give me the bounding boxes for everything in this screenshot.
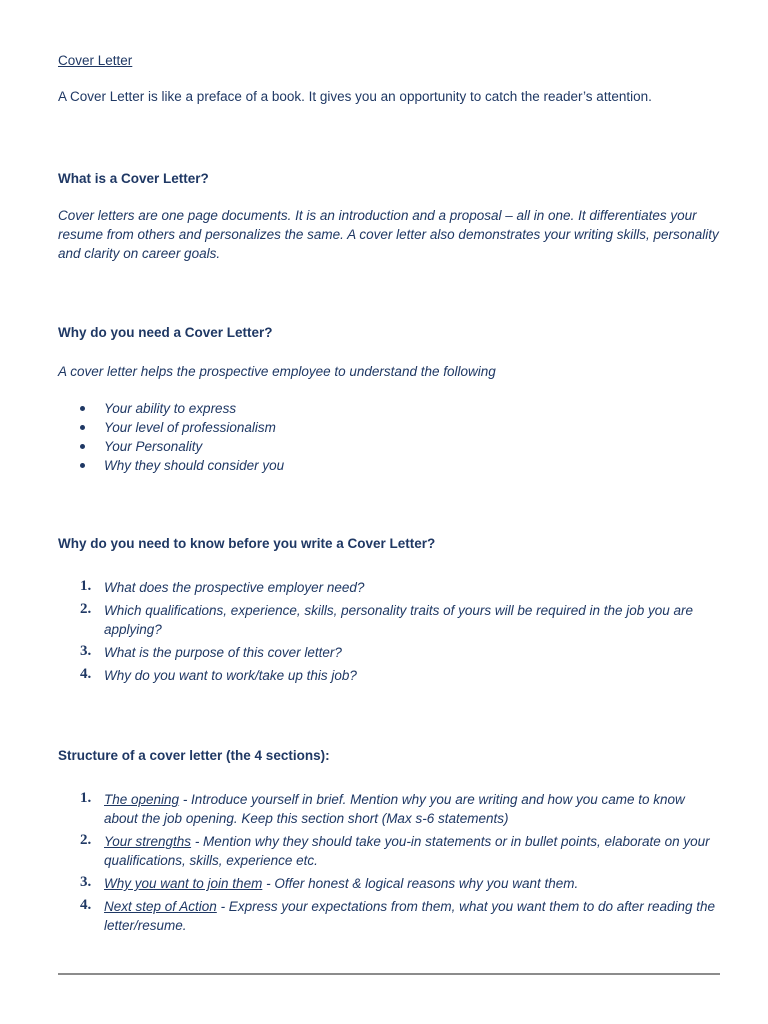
structure-list bbox=[58, 790, 722, 939]
know-before-list bbox=[58, 578, 722, 689]
bullet-icon bbox=[80, 444, 85, 449]
list-item: 3. Why you want to join them - Offer honest & logical reasons why you want them. bbox=[80, 874, 579, 891]
section-term: Why you want to join them bbox=[104, 876, 263, 891]
list-item: Your ability to express bbox=[58, 399, 284, 418]
list-item: 4. Why do you want to work/take up this job? bbox=[80, 666, 357, 683]
heading-structure: Structure of a cover letter (the 4 sections): bbox=[58, 748, 330, 763]
why-need-lead: A cover letter helps the prospective employee to understand the following bbox=[58, 364, 496, 379]
footer-divider bbox=[58, 973, 720, 975]
list-item: 3. What is the purpose of this cover letter? bbox=[80, 643, 342, 660]
bullet-icon bbox=[80, 463, 85, 468]
what-is-body: Cover letters are one page documents. It is an introduction and a proposal – all in one. It differentiates your resume from others and personalizes the same. A cover letter also demonstrates your writing skills, personality and clarity on career goals. bbox=[58, 208, 719, 261]
document-title: Cover Letter bbox=[58, 53, 133, 68]
list-item: 4. Next step of Action - Express your expectations from them, what you want them to do after reading the letter/resume. bbox=[80, 897, 716, 933]
list-item: 2. Your strengths - Mention why they should take you-in statements or in bullet points, elaborate on your qualifications, skills, experience etc. bbox=[80, 832, 710, 868]
section-term: The opening bbox=[104, 792, 180, 807]
list-item: 1. What does the prospective employer need? bbox=[80, 578, 365, 595]
bullet-icon bbox=[80, 406, 85, 411]
bullet-icon bbox=[80, 425, 85, 430]
heading-why-need: Why do you need a Cover Letter? bbox=[58, 325, 273, 340]
section-term: Next step of Action bbox=[104, 899, 217, 914]
list-item: Your level of professionalism bbox=[58, 418, 284, 437]
heading-what-is: What is a Cover Letter? bbox=[58, 171, 209, 186]
list-item: Your Personality bbox=[58, 437, 284, 456]
list-item: 1. The opening - Introduce yourself in brief. Mention why you are writing and how you came to know about the job opening. Keep this section short (Max s-6 statements) bbox=[80, 790, 685, 826]
list-item: Why they should consider you bbox=[58, 456, 284, 475]
heading-know-before: Why do you need to know before you write a Cover Letter? bbox=[58, 536, 436, 551]
list-item: 2. Which qualifications, experience, skills, personality traits of yours will be required in the job you are applying? bbox=[80, 601, 694, 637]
why-need-bullet-list bbox=[58, 399, 284, 475]
intro-paragraph: A Cover Letter is like a preface of a book. It gives you an opportunity to catch the reader’s attention. bbox=[58, 89, 652, 104]
section-term: Your strengths bbox=[104, 834, 192, 849]
